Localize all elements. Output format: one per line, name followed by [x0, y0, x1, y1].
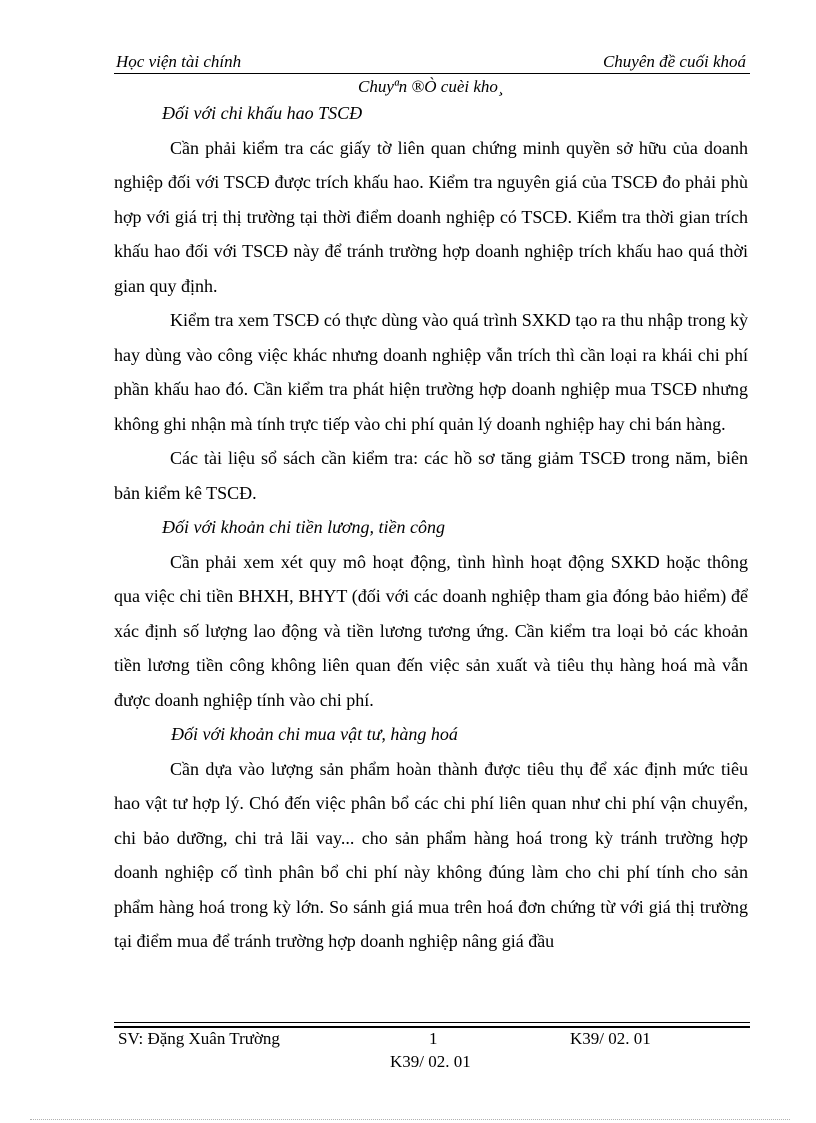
paragraph: Kiểm tra xem TSCĐ có thực dùng vào quá trình SXKD tạo ra thu nhập trong kỳ hay dùng vào công việc khác nhưng doanh nghiệp vẫn trích thì cần loại ra khái chi phí phần khấu hao đó. Cần kiểm tra phát hiện trường hợp doanh nghiệp mua TSCĐ nhưng không ghi nhận mà tính trực tiếp vào chi phí quản lý doanh nghiệp hay chi bán hàng. — [114, 310, 748, 434]
page-bottom-dotted-line — [30, 1119, 790, 1120]
paragraph: Cần phải xem xét quy mô hoạt động, tình hình hoạt động SXKD hoặc thông qua việc chi tiền BHXH, BHYT (đối với các doanh nghiệp tham gia đóng bảo hiểm) để xác định số lượng lao động và tiền lương tương ứng. Cần kiểm tra loại bỏ các khoản tiền lương tiền công không liên quan đến việc sản xuất và tiêu thụ hàng hoá mà vẫn được doanh nghiệp tính vào chi phí. — [114, 551, 748, 710]
paragraph: Cần dựa vào lượng sản phẩm hoàn thành được tiêu thụ để xác định mức tiêu hao vật tư hợp lý. Chó đến việc phân bổ các chi phí liên quan như chi phí vận chuyển, chi bảo dưỡng, chi trả lãi vay... cho sản phẩm hàng hoá trong kỳ tránh trường hợp doanh nghiệp cố tình phân bổ chi phí này không đúng làm cho chi phí tính cho sản phẩm hàng hoá trong kỳ lớn. So sánh giá mua trên hoá đơn chứng từ với giá thị trường tại điểm mua để tránh trường hợp doanh nghiệp nâng giá đầu — [114, 758, 748, 951]
footer-class-code-repeat: K39/ 02. 01 — [390, 1052, 471, 1071]
header-institution: Học viện tài chính — [116, 52, 242, 71]
header-document-type: Chuyên đề cuối khoá — [602, 52, 746, 71]
section-heading-depreciation: Đối với chi khấu hao TSCĐ — [162, 103, 363, 123]
document-body — [114, 96, 748, 959]
footer-student-name: SV: Đặng Xuân Trường — [118, 1029, 280, 1048]
section-heading-wages: Đối với khoản chi tiền lương, tiền công — [162, 517, 445, 537]
page-header — [114, 52, 750, 74]
section-heading-materials: Đối với khoản chi mua vật tư, hàng hoá — [171, 724, 458, 744]
footer-class-code: K39/ 02. 01 — [570, 1029, 651, 1048]
header-legacy-text: Chuyªn ®Ò cuèi kho¸ — [358, 77, 504, 96]
header-rule — [114, 73, 750, 74]
footer-rule-thin — [114, 1022, 750, 1023]
paragraph: Các tài liệu sổ sách cần kiểm tra: các hồ sơ tăng giảm TSCĐ trong năm, biên bản kiểm kê TSCĐ. — [114, 448, 748, 503]
footer-page-number: 1 — [429, 1029, 438, 1048]
paragraph: Cần phải kiểm tra các giấy tờ liên quan chứng minh quyền sở hữu của doanh nghiệp đối với TSCĐ được trích khấu hao. Kiểm tra nguyên giá của TSCĐ đo phải phù hợp với giá trị thị trường tại thời điểm doanh nghiệp có TSCĐ. Kiểm tra thời gian trích khấu hao đối với TSCĐ này để tránh trường hợp doanh nghiệp trích khấu hao quá thời gian quy định. — [114, 137, 748, 296]
footer-rule-thick — [114, 1026, 750, 1028]
